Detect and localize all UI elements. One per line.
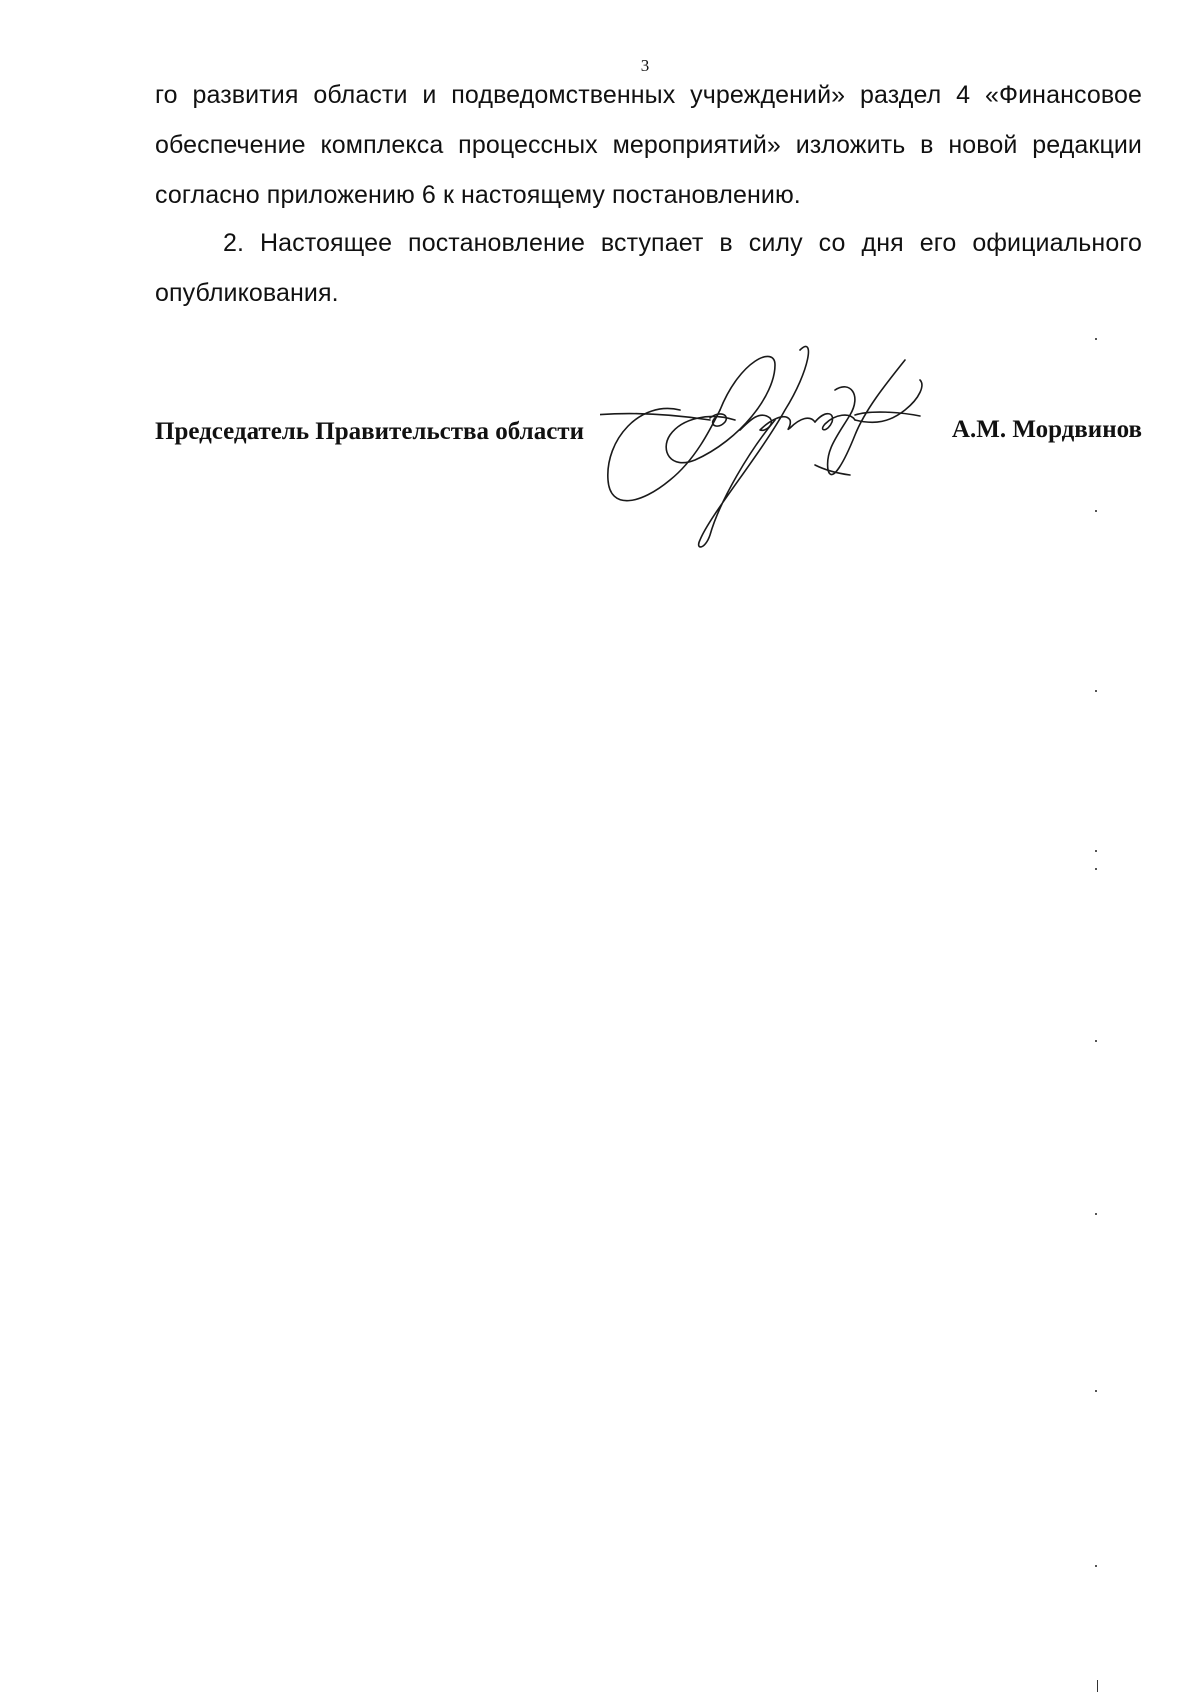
scan-edge-mark xyxy=(1095,690,1097,692)
paragraph-1-line-3: согласно приложению 6 к настоящему постановлению. xyxy=(155,181,801,209)
paragraph-2 xyxy=(155,218,1142,318)
paragraph-2-line-2: опубликования. xyxy=(155,279,339,307)
scan-edge-tick xyxy=(1097,1680,1098,1692)
scan-edge-mark xyxy=(1095,338,1097,340)
scan-edge-mark xyxy=(1095,510,1097,512)
scan-edge-mark xyxy=(1095,868,1097,870)
scan-edge-mark xyxy=(1095,1213,1097,1215)
paragraph-1 xyxy=(155,70,1142,220)
paragraph-1-line-2: обеспечение комплекса процессных мероприятий» изложить в новой редакции xyxy=(155,131,1142,159)
position-title: Председатель Правительства области xyxy=(155,418,584,445)
paragraph-2-line-1: 2. Настоящее постановление вступает в силу со дня его официального xyxy=(223,229,1142,257)
signer-name: А.М. Мордвинов xyxy=(951,416,1142,443)
paragraph-1-line-1: го развития области и подведомственных учреждений» раздел 4 «Финансовое xyxy=(155,81,1142,109)
scan-edge-mark xyxy=(1095,850,1097,852)
scan-edge-mark xyxy=(1095,1565,1097,1567)
scan-edge-mark xyxy=(1095,1040,1097,1042)
page-number: 3 xyxy=(640,56,650,75)
handwritten-signature xyxy=(600,340,940,550)
scan-edge-mark xyxy=(1095,1390,1097,1392)
